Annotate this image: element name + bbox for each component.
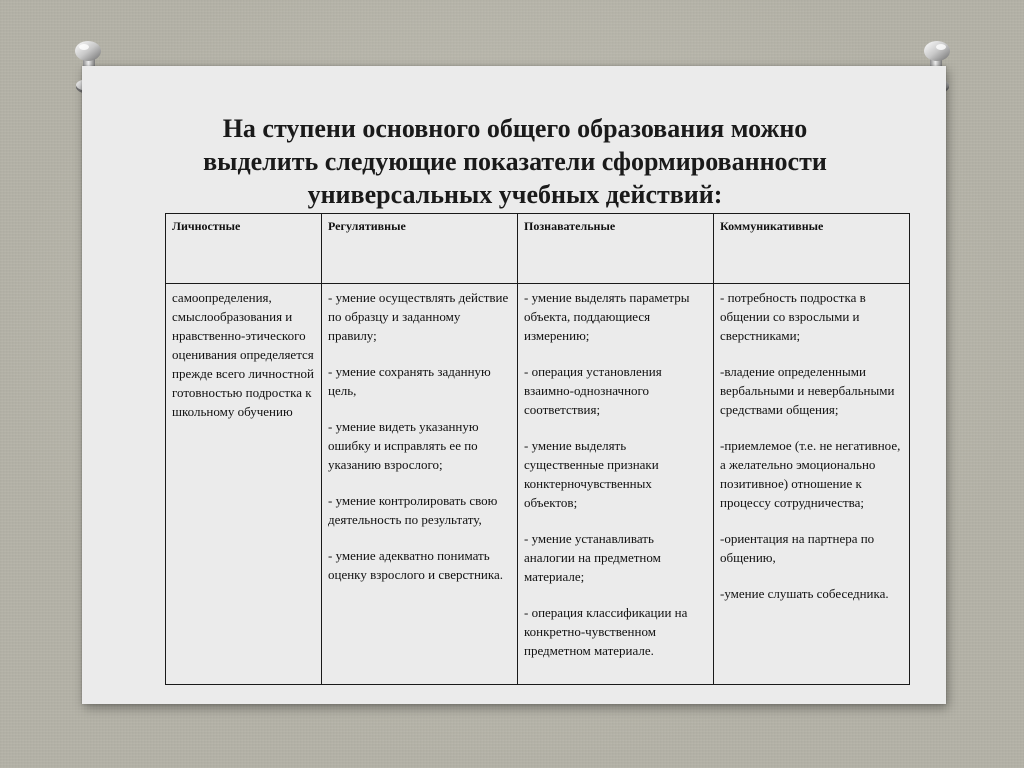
list-item: -умение слушать собеседника. <box>720 586 889 601</box>
title-line-2: выделить следующие показатели сформированности <box>203 147 827 176</box>
table-header-row <box>166 214 910 284</box>
slide-title <box>100 112 930 211</box>
header-regulative: Регулятивные <box>322 214 518 284</box>
list-item: - операция установления взаимно-однозначного соответствия; <box>524 364 662 417</box>
list-item: - потребность подростка в общении со взрослыми и сверстниками; <box>720 290 866 343</box>
list-item: - умение адекватно понимать оценку взрослого и сверстника. <box>328 548 503 582</box>
table-row <box>166 284 910 685</box>
list-item: - умение выделять параметры объекта, поддающиеся измерению; <box>524 290 690 343</box>
header-personal: Личностные <box>166 214 322 284</box>
list-item: - умение сохранять заданную цель, <box>328 364 491 398</box>
list-item: - умение выделять существенные признаки конктерночувственных объектов; <box>524 438 659 510</box>
cell-communicative <box>714 284 910 685</box>
list-item: - умение устанавливать аналогии на предметном материале; <box>524 531 661 584</box>
list-item: - умение контролировать свою деятельность по результату, <box>328 493 498 527</box>
header-cognitive: Познавательные <box>518 214 714 284</box>
list-item: -приемлемое (т.е. не негативное, а желательно эмоционально позитивное) отношение к процессу сотрудничества; <box>720 438 901 510</box>
list-item: - умение видеть указанную ошибку и исправлять ее по указанию взрослого; <box>328 419 479 472</box>
header-communicative: Коммуникативные <box>714 214 910 284</box>
title-line-3: универсальных учебных действий: <box>307 180 723 209</box>
list-item: - операция классификации на конкретно-чувственном предметном материале. <box>524 605 688 658</box>
list-item: -владение определенными вербальными и невербальными средствами общения; <box>720 364 895 417</box>
list-item: -ориентация на партнера по общению, <box>720 531 875 565</box>
title-line-1: На ступени основного общего образования можно <box>222 114 808 143</box>
list-item: - умение осуществлять действие по образцу и заданному правилу; <box>328 290 509 343</box>
personal-text: самоопределения, смыслообразования и нравственно-этического оценивания определяется прежде всего личностной готовностью подростка к школьному обучению <box>172 290 314 419</box>
cell-personal <box>166 284 322 685</box>
uud-indicators-table <box>165 213 910 685</box>
cell-regulative <box>322 284 518 685</box>
cell-cognitive <box>518 284 714 685</box>
